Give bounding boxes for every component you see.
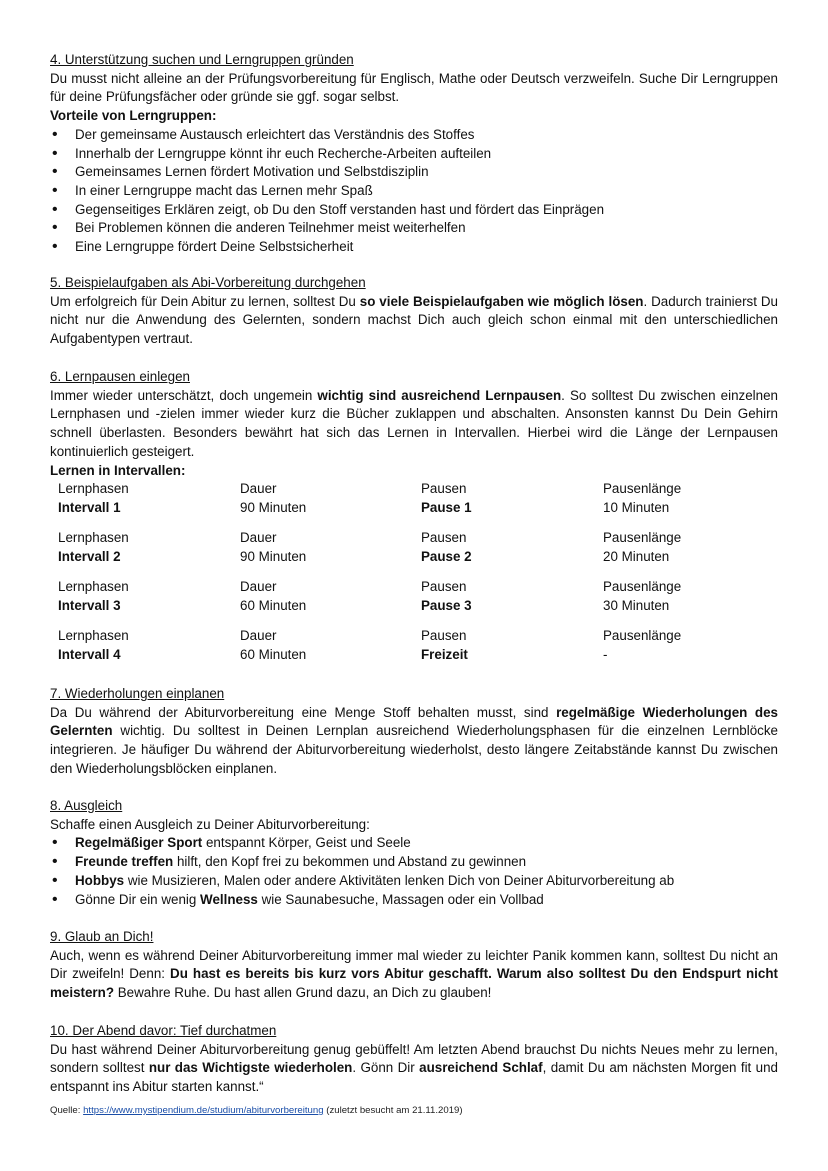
section-7-text <box>50 704 778 779</box>
interval-table <box>50 480 778 670</box>
col-header-dauer: Dauer <box>240 628 277 643</box>
text-run: Auch, wenn es während Deiner Abiturvorbereitung immer mal wieder zu leichter Panik kommen kann, solltest Du nicht an Dir zweifeln! Denn: <box>50 947 778 982</box>
col-header-pausenlaenge: Pausenlänge <box>603 628 682 643</box>
col-header-pausenlaenge: Pausenlänge <box>603 530 682 545</box>
list-item <box>50 872 778 891</box>
section-9 <box>50 928 778 1003</box>
section-8 <box>50 797 778 909</box>
list-item <box>50 891 778 910</box>
interval-pause: Pause 1 <box>421 499 472 515</box>
table-row <box>50 529 778 569</box>
text-run: wie Saunabesuche, Massagen oder ein Vollbad <box>257 891 544 907</box>
emphasis-text: nur das Wichtigste wiederholen <box>148 1060 353 1076</box>
interval-duration: 90 Minuten <box>240 548 307 564</box>
section-10-text <box>50 1041 778 1097</box>
list-item <box>50 834 778 853</box>
col-header-lernphasen: Lernphasen <box>58 579 129 594</box>
text-run: , damit Du am nächsten Morgen fit und entspannt ins Abitur starten kannst.“ <box>50 1060 779 1095</box>
lerngruppen-benefits-list <box>50 126 778 257</box>
interval-pause-length: 10 Minuten <box>603 499 670 515</box>
list-item: • Eine Lerngruppe fördert Deine Selbstsicherheit <box>50 238 778 257</box>
interval-name: Intervall 3 <box>58 597 121 613</box>
interval-name: Intervall 2 <box>58 548 121 564</box>
col-header-pausen: Pausen <box>421 481 467 496</box>
interval-pause: Freizeit <box>421 646 468 662</box>
interval-name: Intervall 4 <box>58 646 121 662</box>
text-run: Du hast während Deiner Abiturvorbereitung genug gebüffelt! Am letzten Abend brauchst Du nichts Neues mehr zu lernen, sondern solltest <box>50 1041 778 1076</box>
text-run: entspannt Körper, Geist und Seele <box>202 835 411 851</box>
interval-pause: Pause 3 <box>421 597 472 613</box>
table-row <box>50 480 778 520</box>
text-run: . So solltest Du zwischen einzelnen Lernphasen und -zielen immer wieder kurz die Bücher zuklappen und abschalten. Ansonsten kannst Du Dein Gehirn schnell überlasten. Besonders bewährt hat sich das Lernen in Intervallen. Hierbei wird die Länge der Lernpausen kontinuierlich gesteigert. <box>50 387 778 459</box>
interval-duration: 60 Minuten <box>240 646 307 662</box>
section-8-intro: Schaffe einen Ausgleich zu Deiner Abiturvorbereitung: <box>50 816 370 832</box>
text-run: hilft, den Kopf frei zu bekommen und Abstand zu gewinnen <box>173 854 527 870</box>
list-item <box>50 853 778 872</box>
emphasis-text: so viele Beispielaufgaben wie möglich lösen <box>359 293 644 309</box>
section-6 <box>50 368 778 480</box>
col-header-lernphasen: Lernphasen <box>58 530 129 545</box>
source-citation <box>50 1104 463 1117</box>
section-10-heading: 10. Der Abend davor: Tief durchatmen <box>50 1023 277 1038</box>
section-5-heading: 5. Beispielaufgaben als Abi-Vorbereitung durchgehen <box>50 275 366 290</box>
emphasis-text: wichtig sind ausreichend Lernpausen <box>317 387 562 403</box>
section-10 <box>50 1022 778 1097</box>
text-run: Gönne Dir ein wenig <box>75 891 201 907</box>
list-item: • In einer Lerngruppe macht das Lernen mehr Spaß <box>50 182 778 201</box>
source-link[interactable]: https://www.mystipendium.de/studium/abiturvorbereitung <box>83 1105 324 1116</box>
emphasis-text: Wellness <box>200 891 258 907</box>
emphasis-text: ausreichend Schlaf <box>419 1060 543 1076</box>
emphasis-text: Du hast es bereits bis kurz vors Abitur geschafft. Warum also solltest Du den Endspurt nicht meistern? <box>50 966 778 1001</box>
interval-duration: 60 Minuten <box>240 597 307 613</box>
interval-pause: Pause 2 <box>421 548 472 564</box>
text-run: Bewahre Ruhe. Du hast allen Grund dazu, an Dich zu glauben! <box>114 985 492 1001</box>
interval-name: Intervall 1 <box>58 499 121 515</box>
text-run: . Dadurch trainierst Du nicht nur die Anwendung des Gelernten, sondern machst Dich auch gleich schon einmal mit den unterschiedlichen Aufgabentypen vertraut. <box>50 293 778 347</box>
table-row <box>50 578 778 618</box>
section-9-heading: 9. Glaub an Dich! <box>50 929 154 944</box>
text-run: . Gönn Dir <box>352 1060 420 1076</box>
section-4-text: Du musst nicht alleine an der Prüfungsvorbereitung für Englisch, Mathe oder Deutsch verzweifeln. Suche Dir Lerngruppen für deine Prüfungsfächer oder gründe sie ggf. sogar selbst. <box>50 70 778 105</box>
col-header-pausen: Pausen <box>421 628 467 643</box>
section-6-subheading: Lernen in Intervallen: <box>50 462 186 478</box>
list-item: • Bei Problemen können die anderen Teilnehmer meist weiterhelfen <box>50 219 778 238</box>
col-header-dauer: Dauer <box>240 579 277 594</box>
section-9-text <box>50 947 778 1003</box>
text-run: wichtig. Du solltest in Deinen Lernplan ausreichend Wiederholungsphasen für die einzelnen Lernblöcke integrieren. Je häufiger Du während der Abiturvorbereitung wiederholst, desto längere Zeitabstände kannst Du zwischen den Wiederholungsblöcken einplanen. <box>50 723 778 776</box>
col-header-pausenlaenge: Pausenlänge <box>603 579 682 594</box>
emphasis-text: Regelmäßiger Sport <box>75 835 203 851</box>
text-run: wie Musizieren, Malen oder andere Aktivitäten lenken Dich von Deiner Abiturvorbereitung ab <box>124 872 675 888</box>
section-4-heading: 4. Unterstützung suchen und Lerngruppen gründen <box>50 52 354 67</box>
list-item: • Gegenseitiges Erklären zeigt, ob Du den Stoff verstanden hast und fördert das Einprägen <box>50 201 778 220</box>
section-6-heading: 6. Lernpausen einlegen <box>50 369 190 384</box>
section-7 <box>50 685 778 779</box>
col-header-pausen: Pausen <box>421 530 467 545</box>
source-label: Quelle: <box>50 1105 84 1116</box>
interval-pause-length: 30 Minuten <box>603 597 670 613</box>
list-item: • Der gemeinsame Austausch erleichtert das Verständnis des Stoffes <box>50 126 778 145</box>
emphasis-text: regelmäßige Wiederholungen des Gelernten <box>50 704 779 739</box>
section-5-text <box>50 293 778 349</box>
section-7-heading: 7. Wiederholungen einplanen <box>50 686 225 701</box>
text-run: Immer wieder unterschätzt, doch ungemein <box>50 387 318 403</box>
text-run: Um erfolgreich für Dein Abitur zu lernen, solltest Du <box>50 293 360 309</box>
col-header-lernphasen: Lernphasen <box>58 628 129 643</box>
section-5 <box>50 274 778 349</box>
col-header-pausen: Pausen <box>421 579 467 594</box>
col-header-dauer: Dauer <box>240 481 277 496</box>
source-note: (zuletzt besucht am 21.11.2019) <box>323 1105 463 1116</box>
col-header-pausenlaenge: Pausenlänge <box>603 481 682 496</box>
ausgleich-list <box>50 834 778 909</box>
section-8-heading: 8. Ausgleich <box>50 798 123 813</box>
list-item: • Innerhalb der Lerngruppe könnt ihr euch Recherche-Arbeiten aufteilen <box>50 145 778 164</box>
interval-pause-length: - <box>603 646 608 662</box>
col-header-dauer: Dauer <box>240 530 277 545</box>
table-row <box>50 627 778 667</box>
interval-duration: 90 Minuten <box>240 499 307 515</box>
section-4-subheading: Vorteile von Lerngruppen: <box>50 108 217 124</box>
section-6-text <box>50 387 778 462</box>
emphasis-text: Hobbys <box>75 872 125 888</box>
emphasis-text: Freunde treffen <box>75 854 174 870</box>
col-header-lernphasen: Lernphasen <box>58 481 129 496</box>
list-item: • Gemeinsames Lernen fördert Motivation und Selbstdisziplin <box>50 163 778 182</box>
text-run: Da Du während der Abiturvorbereitung eine Menge Stoff behalten musst, sind <box>50 704 557 720</box>
section-4 <box>50 51 778 257</box>
interval-pause-length: 20 Minuten <box>603 548 670 564</box>
